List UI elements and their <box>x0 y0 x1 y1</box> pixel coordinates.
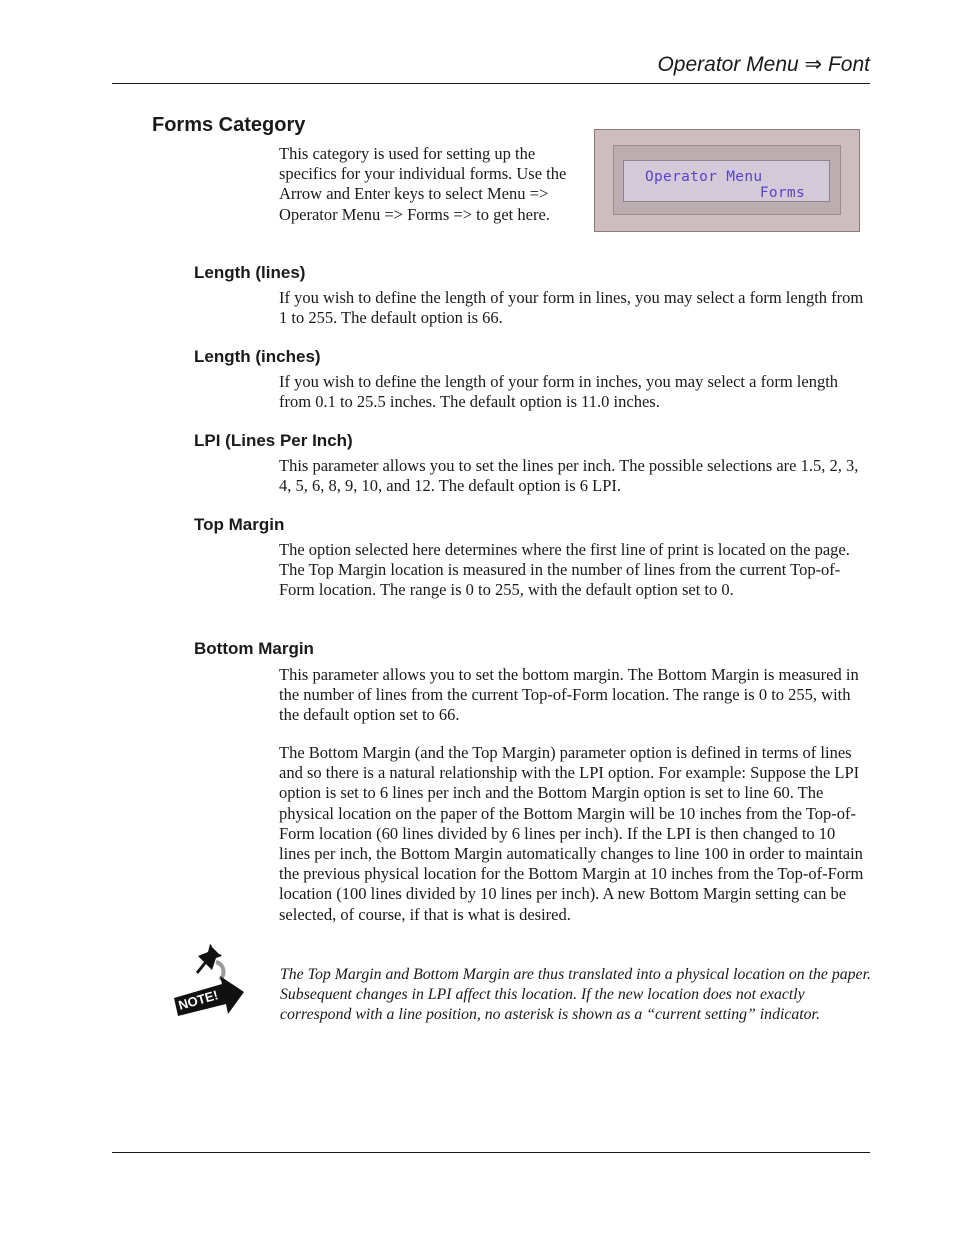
param-text-bottom-margin: This parameter allows you to set the bottom margin. The Bottom Margin is measured in the number of lines from the current Top-of-Form location. The range is 0 to 255, with the default option set to 66. <box>279 665 859 725</box>
lcd-line-2: Forms <box>759 185 805 201</box>
lcd-screen <box>623 160 830 202</box>
bottom-margin-explanation: The Bottom Margin (and the Top Margin) parameter option is defined in terms of lines and so there is a natural relationship with the LPI option. For example: Suppose the LPI option is set to 6 lines per inch and the Bottom Margin option is set to line 60. The physical location on the paper of the Bottom Margin will be 10 inches from the Top-of-Form location (60 lines divided by 6 lines per inch). If the LPI is then changed to 10 lines per inch, the Bottom Margin automatically changes to line 100 in order to maintain the previous physical location for the Bottom Margin at 10 inches from the Top-of-Form location (100 lines divided by 10 lines per inch). A new Bottom Margin setting can be selected, of course, if that is what is desired. <box>279 743 864 924</box>
note-badge-label: NOTE! <box>176 987 220 1013</box>
header-rule <box>112 83 870 84</box>
section-intro: This category is used for setting up the specifics for your individual forms. Use the Arrow and Enter keys to select Menu => Operator Menu => Forms => to get here. <box>279 144 567 224</box>
param-title-lpi: LPI (Lines Per Inch) <box>194 431 353 450</box>
param-text-top-margin: The option selected here determines where the first line of print is located on the page. The Top Margin location is measured in the number of lines from the current Top-of-Form location. The range is 0 to 255, with the default option set to 0. <box>279 540 850 600</box>
lcd-line-1: Operator Menu <box>645 169 763 185</box>
param-title-bottom-margin: Bottom Margin <box>194 639 314 658</box>
param-title-length-lines: Length (lines) <box>194 263 306 282</box>
param-text-lpi: This parameter allows you to set the lines per inch. The possible selections are 1.5, 2, 3, 4, 5, 6, 8, 9, 10, and 12. The default option is 6 LPI. <box>279 456 859 496</box>
footer-rule <box>112 1152 870 1153</box>
lcd-display-image <box>594 129 860 232</box>
note-icon <box>170 940 248 1020</box>
param-title-length-inches: Length (inches) <box>194 347 321 366</box>
param-title-top-margin: Top Margin <box>194 515 285 534</box>
section-title: Forms Category <box>152 114 306 136</box>
param-text-length-inches: If you wish to define the length of your form in inches, you may select a form length from 0.1 to 25.5 inches. The default option is 11.0 inches. <box>279 372 839 412</box>
param-text-length-lines: If you wish to define the length of your form in lines, you may select a form length from 1 to 255. The default option is 66. <box>279 288 864 328</box>
note-text: The Top Margin and Bottom Margin are thus translated into a physical location on the paper. Subsequent changes in LPI affect this location. If the new location does not exactly correspond with a line position, no asterisk is shown as a “current setting” indicator. <box>280 966 871 1023</box>
running-header: Operator Menu ⇒ Font <box>657 53 870 76</box>
